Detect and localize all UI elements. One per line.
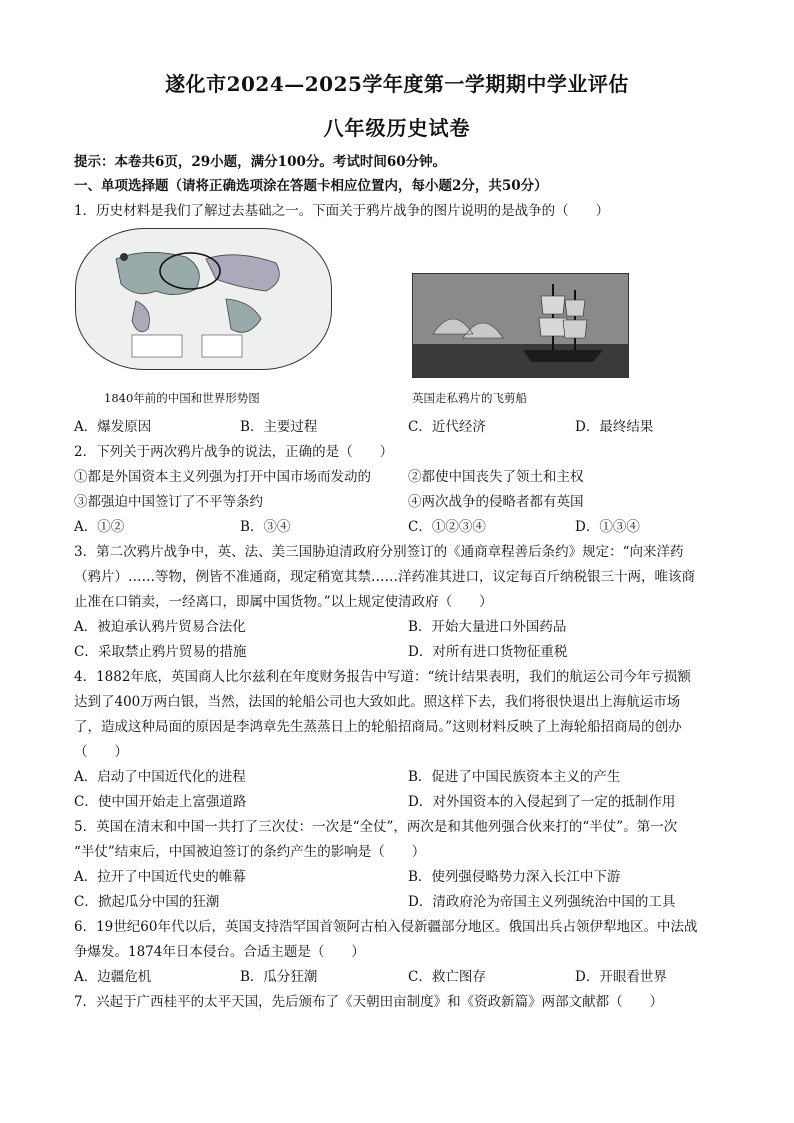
q2-stem: 2．下列关于两次鸦片战争的说法，正确的是（ ） <box>74 444 394 460</box>
clipper-ship-drawing <box>413 274 628 377</box>
q5-stem-line-1: 5．英国在清末和中国一共打了三次仗：一次是“全仗”，两次是和其他列强合伙来打的“半仗”。第一次 <box>74 819 678 835</box>
q3-stem-line-3: 止准在口销卖，一经离口，即属中国货物。”以上规定使清政府（ ） <box>74 594 493 610</box>
q2-option-a[interactable]: A．①② <box>74 519 125 535</box>
q4-option-a[interactable]: A．启动了中国近代化的进程 <box>74 769 246 785</box>
q3-option-c[interactable]: C．采取禁止鸦片贸易的措施 <box>74 644 247 660</box>
q4-option-b[interactable]: B．促进了中国民族资本主义的产生 <box>408 769 621 785</box>
q4-option-d[interactable]: D．对外国资本的入侵起到了一定的抵制作用 <box>408 794 676 810</box>
q6-stem-line-1: 6．19世纪60年代以后，英国支持浩罕国首领阿古柏入侵新疆部分地区。俄国出兵占领伊犁地区。中法战 <box>74 919 698 935</box>
q1-option-d[interactable]: D．最终结果 <box>575 419 654 435</box>
q6-option-c[interactable]: C．救亡图存 <box>408 969 486 985</box>
q4-stem-line-4: （ ） <box>74 744 128 760</box>
q6-option-d[interactable]: D．开眼看世界 <box>575 969 667 985</box>
q2-item-1: ①都是外国资本主义列强为打开中国市场而发动的 <box>74 469 371 485</box>
ship-caption: 英国走私鸦片的飞剪船 <box>412 391 527 405</box>
q3-option-b[interactable]: B．开始大量进口外国药品 <box>408 619 567 635</box>
q2-item-2: ②都使中国丧失了领土和主权 <box>408 469 584 485</box>
q6-option-b[interactable]: B．瓜分狂潮 <box>240 969 318 985</box>
q1-option-a[interactable]: A．爆发原因 <box>74 419 152 435</box>
q1-stem: 1．历史材料是我们了解过去基础之一。下面关于鸦片战争的图片说明的是战争的（ ） <box>74 203 610 219</box>
q2-option-c[interactable]: C．①②③④ <box>408 519 486 535</box>
map-caption: 1840年前的中国和世界形势图 <box>104 391 260 405</box>
q4-stem-line-1: 4．1882年底，英国商人比尔兹利在年度财务报告中写道：“统计结果表明，我们的航运公司今年亏损额 <box>74 669 691 685</box>
q5-option-b[interactable]: B．使列强侵略势力深入长江中下游 <box>408 869 621 885</box>
q5-option-d[interactable]: D．清政府沦为帝国主义列强统治中国的工具 <box>408 894 676 910</box>
clipper-ship-image <box>412 273 629 378</box>
q3-option-a[interactable]: A．被迫承认鸦片贸易合法化 <box>74 619 246 635</box>
q4-option-c[interactable]: C．使中国开始走上富强道路 <box>74 794 247 810</box>
exam-subtitle: 八年级历史试卷 <box>323 116 471 140</box>
q2-option-b[interactable]: B．③④ <box>240 519 291 535</box>
q6-stem-line-2: 争爆发。1874年日本侵台。合适主题是（ ） <box>74 944 365 960</box>
exam-title: 遂化市2024—2025学年度第一学期期中学业评估 <box>165 72 629 96</box>
q4-stem-line-2: 达到了400万两白银，当然，法国的轮船公司也大致如此。照这样下去，我们将很快退出上海航运市场 <box>74 694 681 710</box>
q3-stem-line-1: 3．第二次鸦片战争中，英、法、美三国胁迫清政府分别签订的《通商章程善后条约》规定：“向来洋药 <box>74 544 684 560</box>
q7-stem: 7．兴起于广西桂平的太平天国，先后颁布了《天朝田亩制度》和《资政新篇》两部文献都（ ） <box>74 994 664 1010</box>
world-map-image <box>75 228 332 370</box>
exam-notice: 提示：本卷共6页，29小题，满分100分。考试时间60分钟。 <box>74 154 447 170</box>
q1-option-b[interactable]: B．主要过程 <box>240 419 318 435</box>
q5-option-a[interactable]: A．拉开了中国近代史的帷幕 <box>74 869 246 885</box>
q2-item-3: ③都强迫中国签订了不平等条约 <box>74 494 263 510</box>
q4-stem-line-3: 了，造成这种局面的原因是李鸿章先生蒸蒸日上的轮船招商局。”这则材料反映了上海轮船招商局的创办 <box>74 719 682 735</box>
world-map-drawing <box>76 229 331 369</box>
q5-stem-line-2: “半仗”结束后，中国被迫签订的条约产生的影响是（ ） <box>74 844 426 860</box>
q3-option-d[interactable]: D．对所有进口货物征重税 <box>408 644 568 660</box>
q2-option-d[interactable]: D．①③④ <box>575 519 640 535</box>
q6-option-a[interactable]: A．边疆危机 <box>74 969 152 985</box>
q5-option-c[interactable]: C．掀起瓜分中国的狂潮 <box>74 894 220 910</box>
q1-option-c[interactable]: C．近代经济 <box>408 419 486 435</box>
q2-item-4: ④两次战争的侵略者都有英国 <box>408 494 584 510</box>
section-heading: 一、单项选择题（请将正确选项涂在答题卡相应位置内，每小题2分，共50分） <box>74 178 548 194</box>
q3-stem-line-2: （鸦片）……等物，例皆不准通商，现定稍宽其禁……洋药准其进口，议定每百斤纳税银三十两，唯该商 <box>74 569 695 585</box>
